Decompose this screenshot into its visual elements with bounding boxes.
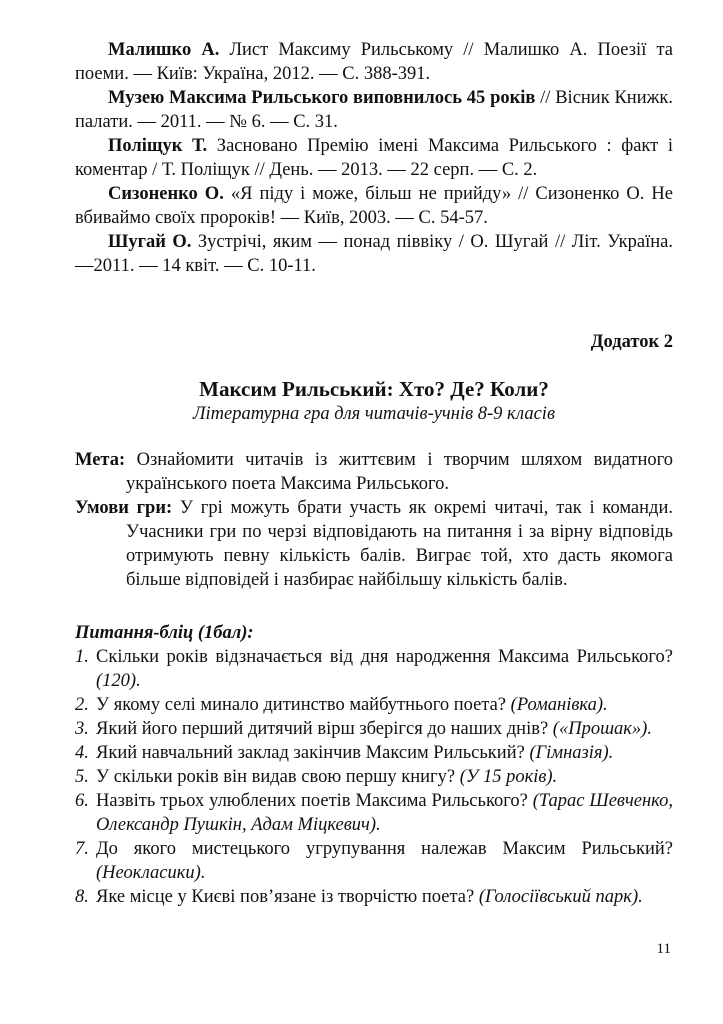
question-item (75, 765, 673, 789)
game-description (75, 448, 673, 592)
bibliography-text: Зустрічі, яким — понад піввіку / О. Шугай // Літ. Україна. —2011. — 14 квіт. — С. 10-11. (75, 232, 674, 276)
bibliography-text: // Вісник Книжк. палати. — 2011. — № 6. — С. 31. (75, 88, 673, 132)
question-number: 4. (75, 743, 89, 763)
appendix-label: Додаток 2 (590, 332, 673, 352)
question-text: У якому селі минало дитинство майбутнього поета? (96, 695, 511, 715)
bibliography-entry (75, 230, 673, 278)
question-text: У скільки років він видав свою першу книгу? (96, 767, 460, 787)
goal-paragraph (75, 448, 673, 496)
question-number: 8. (75, 887, 89, 907)
bibliography-text: Лист Максиму Рильському // Малишко А. Поезії та поеми. — Київ: Україна, 2012. — С. 388-391. (75, 40, 673, 84)
bibliography-entry (75, 182, 673, 230)
bibliography-author: Поліщук Т. (108, 136, 208, 156)
goal-label: Мета: (75, 450, 126, 470)
question-answer: (Гімназія). (529, 743, 614, 763)
question-answer: («Прошак»). (552, 719, 652, 739)
question-answer: (Тарас Шевченко, Олександр Пушкін, Адам Міцкевич). (96, 791, 673, 835)
question-item (75, 741, 673, 765)
page-subtitle: Літературна гра для читачів-учнів 8-9 класів (193, 404, 555, 424)
page-number: 11 (656, 941, 671, 957)
question-item (75, 885, 673, 909)
question-item (75, 645, 673, 693)
bibliography-entry (75, 38, 673, 86)
question-text: Який навчальний заклад закінчив Максим Рильський? (96, 743, 530, 763)
question-text: Яке місце у Києві пов’язане із творчістю поета? (96, 887, 479, 907)
goal-text: Ознайомити читачів із життєвим і творчим шляхом видатного українського поета Максима Рильського. (125, 450, 673, 494)
bibliography-author: Сизоненко О. (108, 184, 224, 204)
rules-paragraph (75, 496, 673, 592)
question-item (75, 837, 673, 885)
question-answer: (Романівка). (510, 695, 608, 715)
question-number: 3. (75, 719, 89, 739)
bibliography-entry (75, 134, 673, 182)
question-number: 2. (75, 695, 89, 715)
rules-text: У грі можуть брати участь як окремі читачі, так і команди. Учасники гри по черзі відповідають на питання і за вірну відповідь отримують певну кількість балів. Виграє той, хто дасть якомога більше відповідей і назбирає найбільшу кількість балів. (126, 498, 673, 590)
bibliography-text: Засновано Премію імені Максима Рильського : факт і коментар / Т. Поліщук // День. — 2013. — 22 серп. — С. 2. (75, 136, 673, 180)
document-page (75, 38, 673, 909)
question-answer: (Голосіївський парк). (478, 887, 643, 907)
question-item (75, 789, 673, 837)
bibliography-text: «Я піду і може, більш не прийду» // Сизоненко О. Не вбиваймо своїх пророків! — Київ, 2003. — С. 54-57. (75, 184, 673, 228)
blitz-heading: Питання-бліц (1бал): (75, 623, 254, 643)
question-text: До якого мистецького угрупування належав Максим Рильський? (96, 839, 673, 859)
question-text: Назвіть трьох улюблених поетів Максима Рильського? (96, 791, 533, 811)
question-number: 5. (75, 767, 89, 787)
bibliography-list (75, 38, 673, 278)
question-text: Скільки років відзначається від дня народження Максима Рильського? (96, 647, 673, 667)
rules-label: Умови гри: (75, 498, 173, 518)
bibliography-author: Музею Максима Рильського виповнилось 45 років (108, 88, 536, 108)
question-number: 7. (75, 839, 89, 859)
question-answer: (Неокласики). (96, 863, 206, 883)
question-item (75, 693, 673, 717)
question-item (75, 717, 673, 741)
question-text: Який його перший дитячий вірш зберігся до наших днів? (96, 719, 553, 739)
question-number: 6. (75, 791, 89, 811)
bibliography-entry (75, 86, 673, 134)
question-answer: (120). (96, 671, 141, 691)
bibliography-author: Малишко А. (108, 40, 220, 60)
page-title: Максим Рильський: Хто? Де? Коли? (199, 377, 549, 401)
question-number: 1. (75, 647, 89, 667)
question-list (75, 645, 673, 909)
question-answer: (У 15 років). (459, 767, 558, 787)
bibliography-author: Шугай О. (108, 232, 192, 252)
